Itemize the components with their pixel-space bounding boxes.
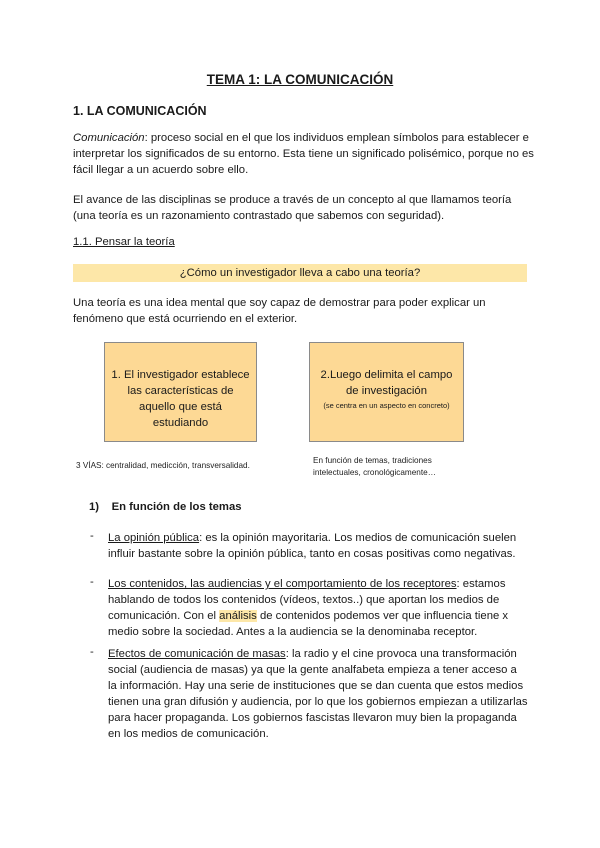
- definition-paragraph: [73, 130, 535, 178]
- box2-note: (se centra en un aspecto en concreto): [323, 401, 450, 410]
- box1-caption: 3 VÍAS: centralidad, medicción, transversalidad.: [76, 461, 250, 470]
- theory-paragraph: El avance de las disciplinas se produce a través de un concepto al que llamamos teoría (una teoría es un razonamiento contrastado que sabemos con seguridad).: [73, 194, 512, 222]
- bullet-dash: -: [90, 576, 94, 588]
- item-term: Los contenidos, las audiencias y el comportamiento de los receptores: [108, 578, 457, 590]
- box2-caption: En función de temas, tradiciones intelectuales, cronológicamente…: [313, 456, 436, 477]
- bullet-dash: -: [90, 530, 94, 542]
- document-title: TEMA 1: LA COMUNICACIÓN: [206, 72, 394, 87]
- item-term: Efectos de comunicación de masas: [108, 648, 286, 660]
- diagram-box-field: [309, 342, 464, 442]
- highlighted-word: análisis: [219, 610, 257, 622]
- diagram-box-investigator: [104, 342, 257, 442]
- list-item: [108, 576, 528, 640]
- definition-term: Comunicación: [73, 132, 145, 144]
- subsection-heading: 1.1. Pensar la teoría: [73, 236, 175, 248]
- theory-definition-paragraph: Una teoría es una idea mental que soy capaz de demostrar para poder explicar un fenómeno que está ocurriendo en el exterior.: [73, 297, 486, 325]
- highlighted-question: ¿Cómo un investigador lleva a cabo una teoría?: [73, 264, 527, 282]
- list-item: [108, 646, 528, 742]
- item-text: : la radio y el cine provoca una transformación social (audiencia de masas) ya que la gente analfabeta empieza a tener acceso a la información. Hay una serie de instituciones que se dan cuenta que estos medios tienen una gran difusión y audiencia, por lo que los gobiernos empiezan a utilizarlas para hacer propaganda. Los gobiernos fascistas llevaron muy bien la propaganda en los medios de comunicación.: [108, 648, 528, 740]
- list-item: [108, 530, 528, 562]
- bullet-dash: -: [90, 646, 94, 658]
- box2-title: 2.Luego delimita el campo de investigación: [320, 369, 453, 397]
- item-text: : es la opinión mayoritaria. Los medios de comunicación suelen influir bastante sobre la opinión pública, tanto en cosas positivas como negativas.: [108, 532, 517, 560]
- section-heading: 1. LA COMUNICACIÓN: [73, 104, 207, 118]
- box1-text: 1. El investigador establece las características de aquello que está estudiando: [111, 369, 250, 429]
- item-term: La opinión pública: [108, 532, 200, 544]
- item-text: de contenidos podemos ver que influencia tiene x medio sobre la sociedad. Antes a la audiencia se la denominaba receptor.: [108, 610, 509, 638]
- item-text: : estamos hablando de todos los contenidos (vídeos, textos..) que aportan los medios de comunicación. Con el: [108, 578, 506, 622]
- list-heading: 1) En función de los temas: [89, 501, 242, 513]
- definition-text: : proceso social en el que los individuos emplean símbolos para establecer e interpretar los significados de su entorno. Esta tiene un significado polisémico, porque no es fácil llegar a un acuerdo sobre ello.: [73, 132, 534, 176]
